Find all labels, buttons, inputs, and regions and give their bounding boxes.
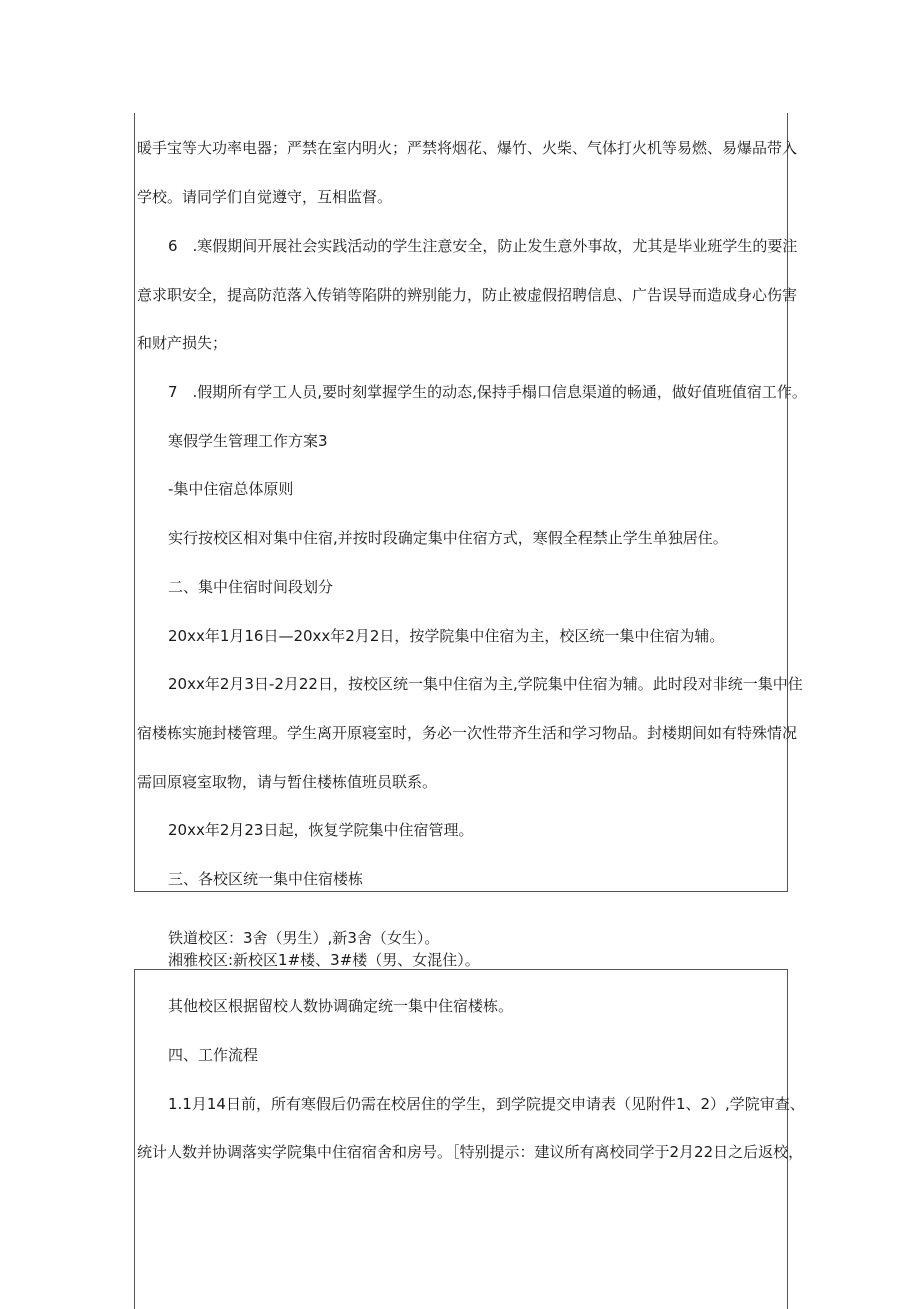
paragraph-line: 需回原寝室取物，请与暂住楼栋值班员联系。	[137, 773, 438, 791]
paragraph-line: 暖手宝等大功率电器；严禁在室内明火；严禁将烟花、爆竹、火柴、气体打火机等易燃、易爆品带入	[137, 139, 798, 157]
list-item-1: 1.1月14日前，所有寒假后仍需在校居住的学生，到学院提交申请表（见附件1、2）,学院审查、	[168, 1095, 805, 1113]
paragraph-line: 意求职安全，提高防范落入传销等陷阱的辨别能力，防止被虚假招聘信息、广告误导而造成身心伤害	[137, 286, 798, 304]
paragraph-line: 湘雅校区:新校区1#楼、3#楼（男、女混住）。	[168, 951, 480, 969]
section-heading: 二、集中住宿时间段划分	[168, 578, 334, 596]
paragraph-line: 铁道校区：3舍（男生）,新3舍（女生）。	[168, 929, 440, 947]
document-frame-bottom	[134, 969, 805, 1309]
list-item-7: 7 .假期所有学工人员,要时刻掌握学生的动态,保持手榻口信息渠道的畅通，做好值班值宿工作。	[168, 383, 807, 401]
section-heading: 三、各校区统一集中住宿楼栋	[168, 870, 364, 888]
section-heading: -集中住宿总体原则	[168, 480, 294, 498]
paragraph-line: 其他校区根据留校人数协调确定统一集中住宿楼栋。	[168, 997, 514, 1015]
list-item-6: 6 .寒假期间开展社会实践活动的学生注意安全，防止发生意外事故，尤其是毕业班学生的要注	[168, 237, 798, 255]
paragraph-line: 学校。请同学们自觉遵守，互相监督。	[137, 188, 393, 206]
paragraph-line: 20xx年2月3日-2月22日，按校区统一集中住宿为主,学院集中住宿为辅。此时段对非统一集中住	[168, 675, 803, 693]
paragraph-line: 统计人数并协调落实学院集中住宿宿舍和房号。［特别提示：建议所有离校同学于2月22日之后返校，	[137, 1143, 804, 1161]
paragraph-line: 20xx年1月16日—20xx年2月2日，按学院集中住宿为主，校区统一集中住宿为辅。	[168, 627, 725, 645]
paragraph-line: 20xx年2月23日起，恢复学院集中住宿管理。	[168, 821, 474, 839]
paragraph-line: 和财产损失；	[137, 334, 228, 352]
section-heading: 四、工作流程	[168, 1046, 259, 1064]
paragraph-line: 宿楼栋实施封楼管理。学生离开原寝室时，务必一次性带齐生活和学习物品。封楼期间如有特殊情况	[137, 724, 798, 742]
paragraph-line: 实行按校区相对集中住宿,并按时段确定集中住宿方式，寒假全程禁止学生单独居住。	[168, 529, 728, 547]
section-title: 寒假学生管理工作方案3	[168, 432, 328, 450]
